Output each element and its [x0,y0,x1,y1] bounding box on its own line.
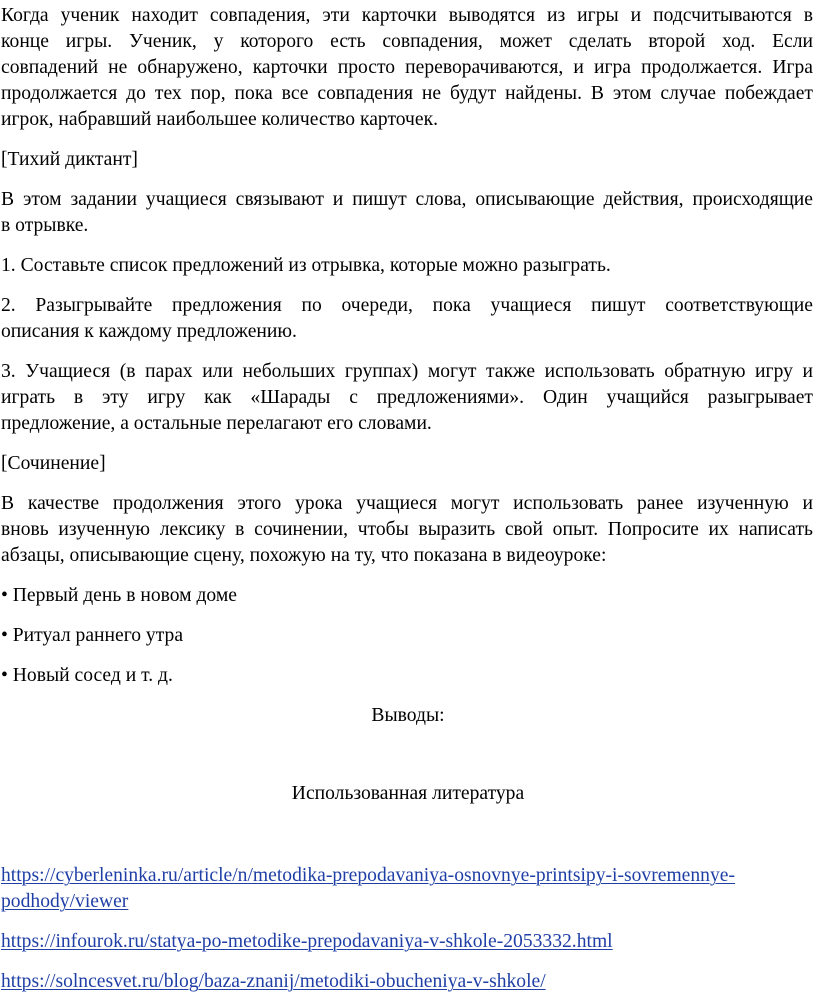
reference-link-1-line-1[interactable] [1,864,813,888]
reference-link-2[interactable] [1,930,813,954]
reference-link[interactable]: https://infourok.ru/statya-po-metodike-prepodavaniya-v-shkole-2053332.html [1,931,613,952]
paragraph-cards-line-5: игрок, набравший наибольшее количество карточек. [1,109,439,130]
paragraph-cards-line-2: конце игры. Ученик, у которого есть совпадения, может сделать второй ход. Если [1,31,813,52]
paragraph-essay-line-1: В качестве продолжения этого урока учащиеся могут использовать ранее изученную и [1,493,813,514]
paragraph-essay-line-2: вновь изученную лексику в сочинении, чтобы выразить свой опыт. Попросите их написать [1,519,813,540]
reference-link[interactable]: https://solncesvet.ru/blog/baza-znanij/metodiki-obucheniya-v-shkole/ [1,971,546,992]
bullet-item: • Ритуал раннего утра [1,625,184,646]
conclusions-title: Выводы: [371,705,445,726]
step-3-line-2: играть в эту игру как «Шарады с предложениями». Один учащийся разыгрывает [1,387,813,408]
references-title: Использованная литература [291,783,525,804]
step-2-line-1: 2. Разыгрывайте предложения по очереди, пока учащиеся пишут соответствующие [1,295,813,316]
paragraph-cards-line-3: совпадений не обнаружено, карточки просто переворачиваются, и игра продолжается. Игра [1,57,813,78]
step-1: 1. Составьте список предложений из отрывка, которые можно разыграть. [1,255,611,276]
step-3-line-3: предложение, а остальные перелагают его словами. [1,413,432,434]
paragraph-cards-line-4: продолжается до тех пор, пока все совпадения не будут найдены. В этом случае побеждает [1,83,813,104]
section-heading-essay: [Сочинение] [1,453,106,474]
bullet-item: • Новый сосед и т. д. [1,665,173,686]
paragraph-cards-line-1: Когда ученик находит совпадения, эти карточки выводятся из игры и подсчитываются в [1,5,813,26]
section-heading-dictation: [Тихий диктант] [1,149,138,170]
paragraph-dictation-line-2: в отрывке. [1,215,89,236]
reference-link[interactable]: podhody/viewer [1,891,129,912]
reference-link-1-line-2[interactable] [1,890,813,914]
reference-link[interactable]: https://cyberleninka.ru/article/n/metodika-prepodavaniya-osnovnye-printsipy-i-sovremennye- [1,865,735,886]
reference-link-3[interactable] [1,970,813,994]
step-3-line-1: 3. Учащиеся (в парах или небольших группах) могут также использовать обратную игру и [1,361,813,382]
paragraph-essay-line-3: абзацы, описывающие сцену, похожую на ту, что показана в видеоуроке: [1,545,607,566]
bullet-item: • Первый день в новом доме [1,585,237,606]
paragraph-dictation-line-1: В этом задании учащиеся связывают и пишут слова, описывающие действия, происходящие [1,189,813,210]
step-2-line-2: описания к каждому предложению. [1,321,297,342]
